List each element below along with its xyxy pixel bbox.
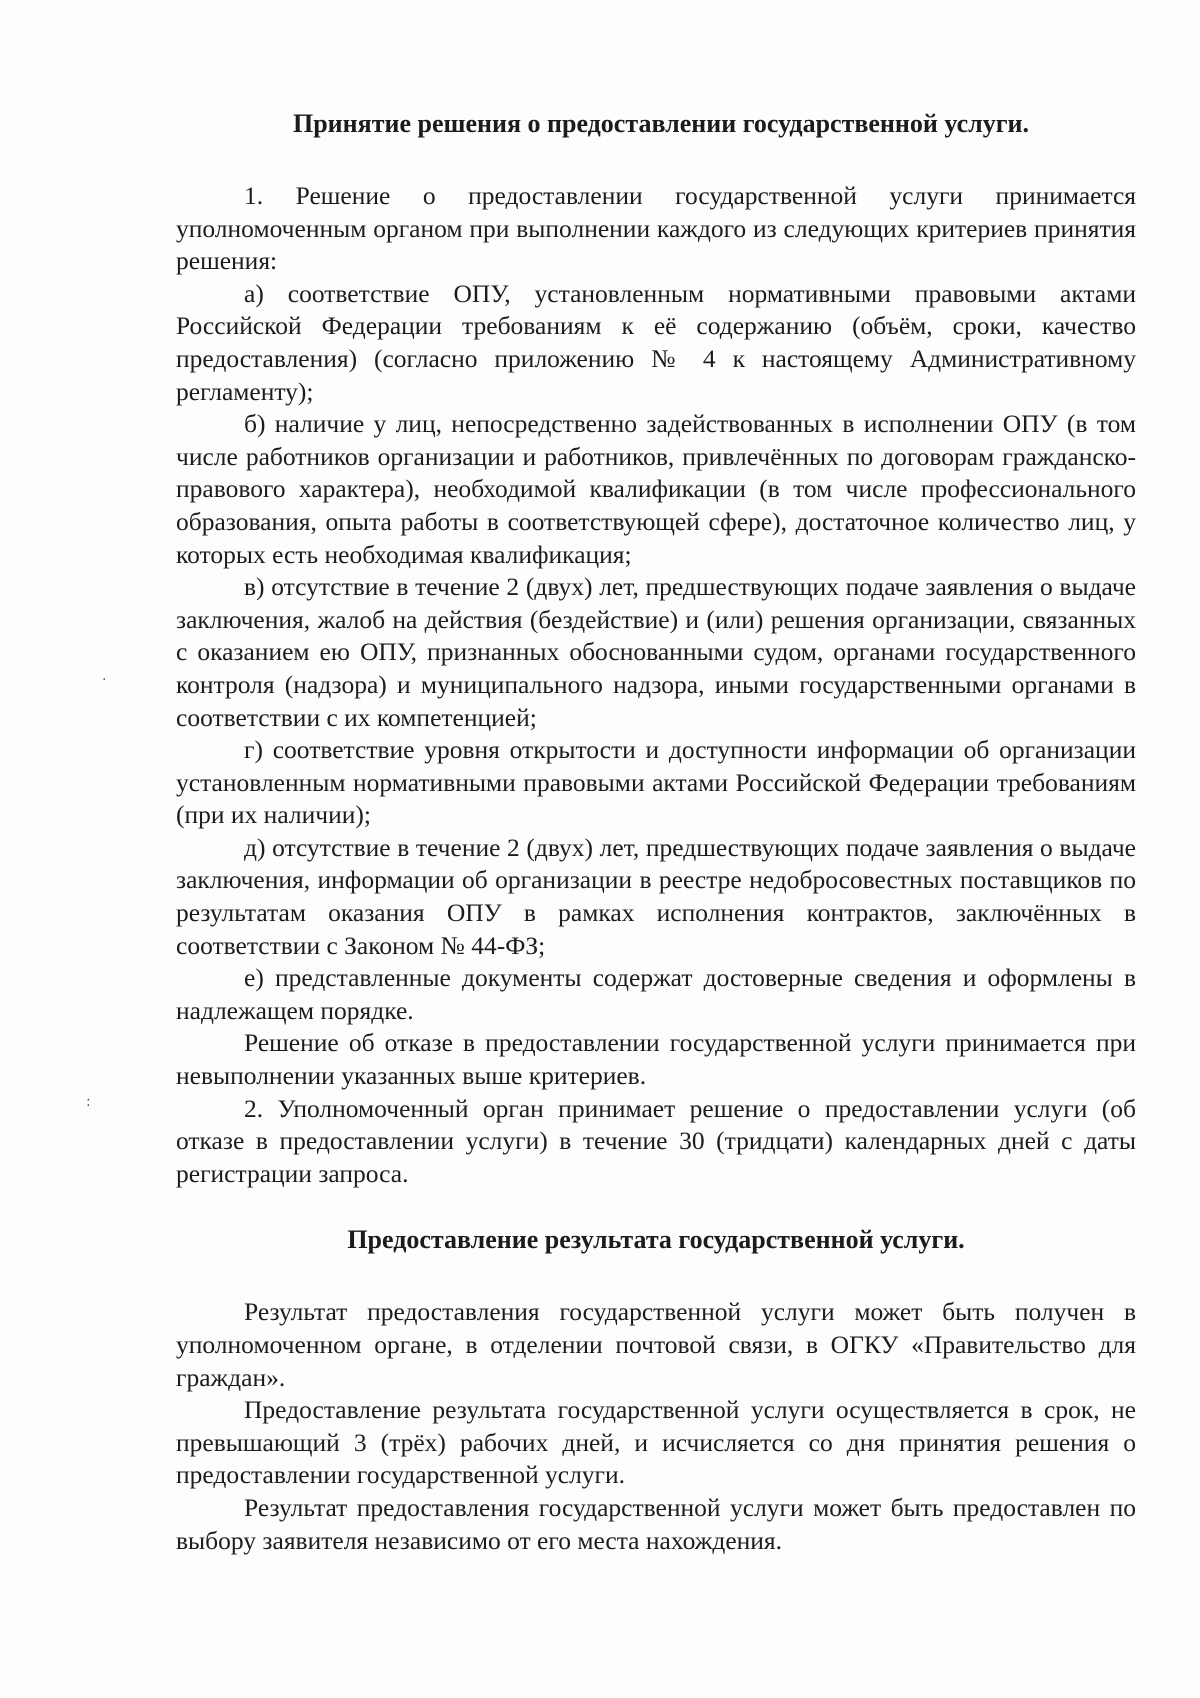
margin-mark: · bbox=[102, 672, 107, 688]
paragraph-criteria-intro: 1. Решение о предоставлении государственной услуги принимается уполномоченным органом при выполнении каждого из следующих критериев принятия решения: bbox=[176, 181, 1136, 276]
paragraph-criterion-b: б) наличие у лиц, непосредственно задействованных в исполнении ОПУ (в том числе работников организации и работников, привлечённых по договорам гражданско-правового характера), необходимой квалификации (в том числе профессионального образования, опыта работы в соответствующей сфере), достаточное количество лиц, у которых есть необходимая квалификация; bbox=[176, 409, 1136, 569]
section-title-result: Предоставление результата государственной услуги. bbox=[347, 1225, 965, 1255]
paragraph-criterion-d: д) отсутствие в течение 2 (двух) лет, предшествующих подаче заявления о выдаче заключения, информации об организации в реестре недобросовестных поставщиков по результатам оказания ОПУ в рамках исполнения контрактов, заключённых в соответствии с Законом № 44-ФЗ; bbox=[176, 832, 1136, 960]
paragraph-criterion-g: г) соответствие уровня открытости и доступности информации об организации установленным нормативными правовыми актами Российской Федерации требованиям (при их наличии); bbox=[176, 735, 1136, 830]
section-title-decision: Принятие решения о предоставлении государственной услуги. bbox=[293, 109, 1029, 138]
paragraph-result-term: Предоставление результата государственной услуги осуществляется в срок, не превышающий 3 (трёх) рабочих дней, и исчисляется со дня принятия решения о предоставлении государственной услуги. bbox=[176, 1395, 1136, 1490]
document-body bbox=[176, 108, 1136, 1557]
paragraph-result-location: Результат предоставления государственной услуги может быть предоставлен по выбору заявителя независимо от его места нахождения. bbox=[176, 1492, 1136, 1555]
paragraph-refusal: Решение об отказе в предоставлении государственной услуги принимается при невыполнении указанных выше критериев. bbox=[176, 1028, 1136, 1091]
paragraph-result-place: Результат предоставления государственной услуги может быть получен в уполномоченном органе, в отделении почтовой связи, в ОГКУ «Правительство для граждан». bbox=[176, 1297, 1136, 1392]
paragraph-criterion-a: а) соответствие ОПУ, установленным нормативными правовыми актами Российской Федерации требованиям к её содержанию (объём, сроки, качество предоставления) (согласно приложению № 4 к настоящему Административному регламенту); bbox=[176, 278, 1136, 406]
paragraph-criterion-e: е) представленные документы содержат достоверные сведения и оформлены в надлежащем порядке. bbox=[176, 963, 1136, 1025]
paragraph-decision-term: 2. Уполномоченный орган принимает решение о предоставлении услуги (об отказе в предоставлении услуги) в течение 30 (тридцати) календарных дней с даты регистрации запроса. bbox=[176, 1093, 1136, 1188]
margin-mark: : bbox=[86, 1094, 91, 1110]
paragraph-criterion-v: в) отсутствие в течение 2 (двух) лет, предшествующих подаче заявления о выдаче заключения, жалоб на действия (бездействие) и (или) решения организации, связанных с оказанием ею ОПУ, признанных обоснованными судом, органами государственного контроля (надзора) и муниципального надзора, иными государственными органами в соответствии с их компетенцией; bbox=[176, 572, 1136, 732]
